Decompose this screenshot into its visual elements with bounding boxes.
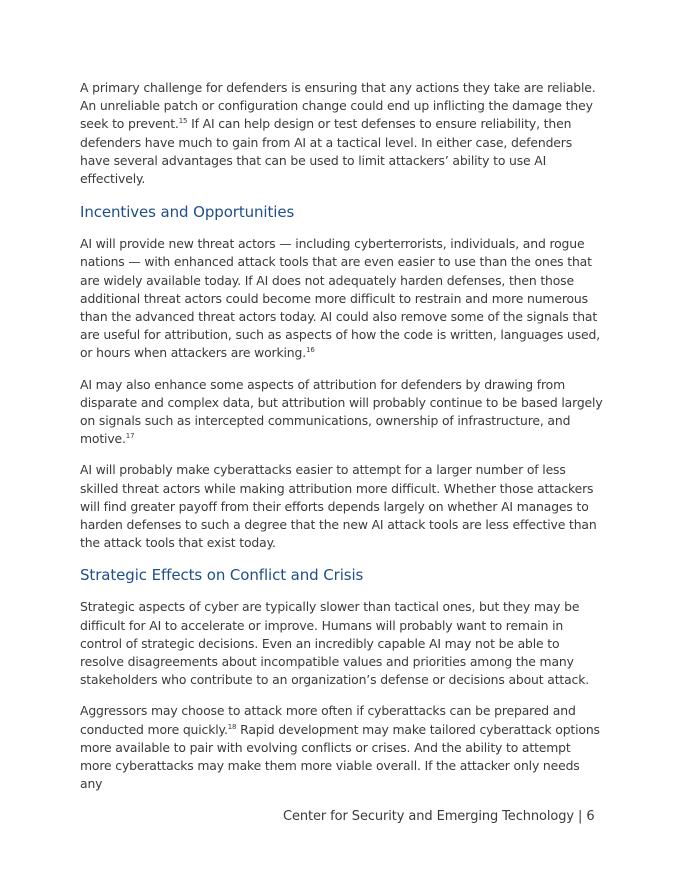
- section-heading-strategic-effects: Strategic Effects on Conflict and Crisis: [80, 566, 364, 585]
- footnote-ref-18[interactable]: 18: [227, 722, 237, 731]
- footnote-ref-16[interactable]: 16: [306, 346, 315, 355]
- footnote-ref-15[interactable]: 15: [178, 117, 188, 126]
- paragraph-text: Rapid development may make tailored cyberattack options more available to pair with evolving conflicts or crises. And the ability to attempt more cyberattacks may make them more viable overall. If the attacker only needs any: [80, 721, 600, 792]
- strategic-paragraph-2: [80, 702, 605, 793]
- paragraph-text: A primary challenge for defenders is ensuring that any actions they take are reliable. An unreliable patch or configuration change could end up inflicting the damage they seek to prevent.: [80, 80, 596, 132]
- paragraph-text: AI will provide new threat actors — including cyberterrorists, individuals, and rogue nations — with enhanced attack tools that are even easier to use than the ones that are widely available today. If AI does not adequately harden defenses, then those additional threat actors could become more difficult to restrain and more numerous than the advanced threat actors today. AI could also remove some of the signals that are useful for attribution, such as aspects of how the code is written, languages used, or hours when attackers are working.: [80, 236, 600, 361]
- strategic-paragraph-1: Strategic aspects of cyber are typically slower than tactical ones, but they may be difficult for AI to accelerate or improve. Humans will probably want to remain in control of strategic decisions. Even an incredibly capable AI may not be able to resolve disagreements about incompatible values and priorities among the many stakeholders who contribute to an organization’s defense or decisions about attack.: [80, 599, 590, 688]
- incentives-paragraph-3: AI will probably make cyberattacks easier to attempt for a larger number of less skilled threat actors while making attribution more difficult. Whether those attackers will find greater payoff from their efforts depends largely on whether AI manages to harden defenses to such a degree that the new AI attack tools are less effective than the attack tools that exist today.: [80, 462, 597, 551]
- paragraph-text: Aggressors may choose to attack more often if cyberattacks can be prepared and conducted more quickly.: [80, 703, 576, 737]
- section-heading-incentives: Incentives and Opportunities: [80, 203, 295, 222]
- page-footer: Center for Security and Emerging Technology | 6: [283, 809, 595, 824]
- incentives-paragraph-2: [80, 376, 605, 449]
- document-page: [80, 79, 605, 807]
- paragraph-text: If AI can help design or test defenses to ensure reliability, then defenders have much to gain from AI at a tactical level. In either case, defenders have several advantages that can be used to limit attackers’ ability to use AI effectively.: [80, 116, 573, 187]
- intro-paragraph: [80, 79, 605, 188]
- incentives-paragraph-1: [80, 235, 605, 362]
- footnote-ref-17[interactable]: 17: [125, 432, 135, 441]
- paragraph-text: AI may also enhance some aspects of attribution for defenders by drawing from disparate and complex data, but attribution will probably continue to be based largely on signals such as intercepted communications, ownership of infrastructure, and motive.: [80, 376, 603, 447]
